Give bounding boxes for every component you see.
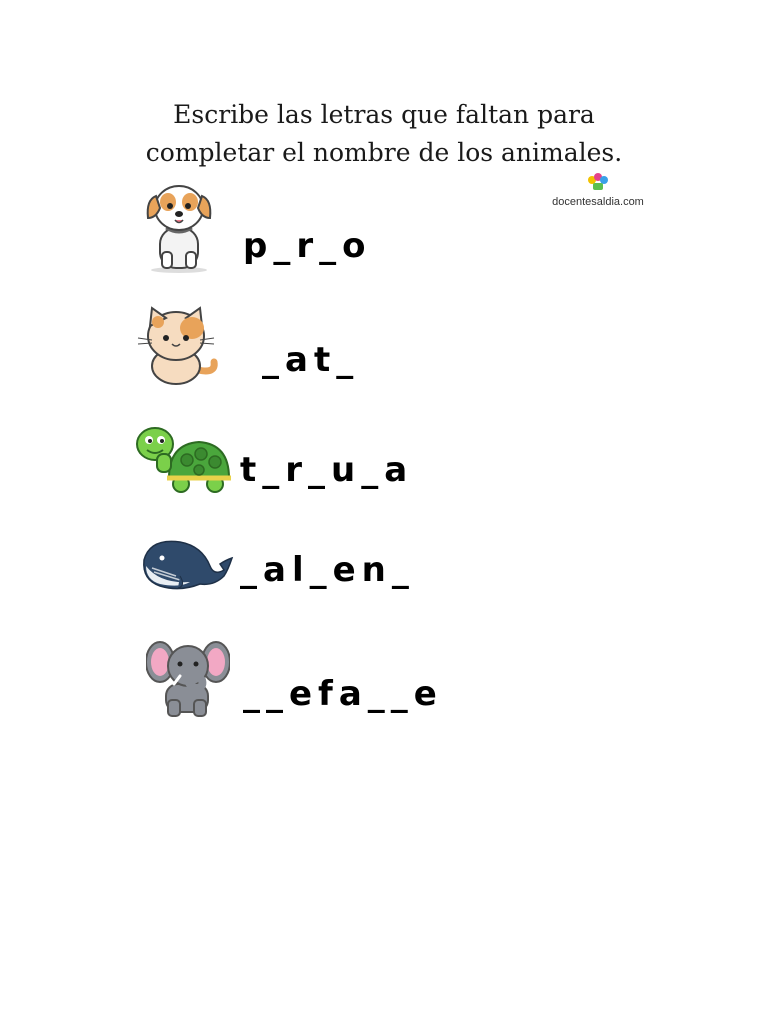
whale-icon: [140, 536, 234, 594]
cat-icon: [136, 304, 224, 386]
exercise-word-3: t_r_u_a: [240, 450, 414, 490]
brand-text: docentesaldia.com: [552, 196, 644, 208]
worksheet-title: [0, 96, 768, 172]
brand-block: [548, 172, 648, 208]
exercise-word-1: p_r_o: [243, 226, 372, 266]
title-line-1: Escribe las letras que faltan para: [173, 100, 595, 129]
exercise-word-5: __efa__e: [243, 674, 443, 714]
turtle-icon: [135, 424, 233, 496]
exercise-word-2: _at_: [262, 340, 360, 380]
docentesaldia-logo-icon: [585, 172, 611, 194]
elephant-icon: [146, 640, 230, 720]
dog-icon: [140, 178, 218, 274]
title-line-2: completar el nombre de los animales.: [145, 138, 623, 167]
exercise-word-4: _al_en_: [240, 550, 415, 590]
